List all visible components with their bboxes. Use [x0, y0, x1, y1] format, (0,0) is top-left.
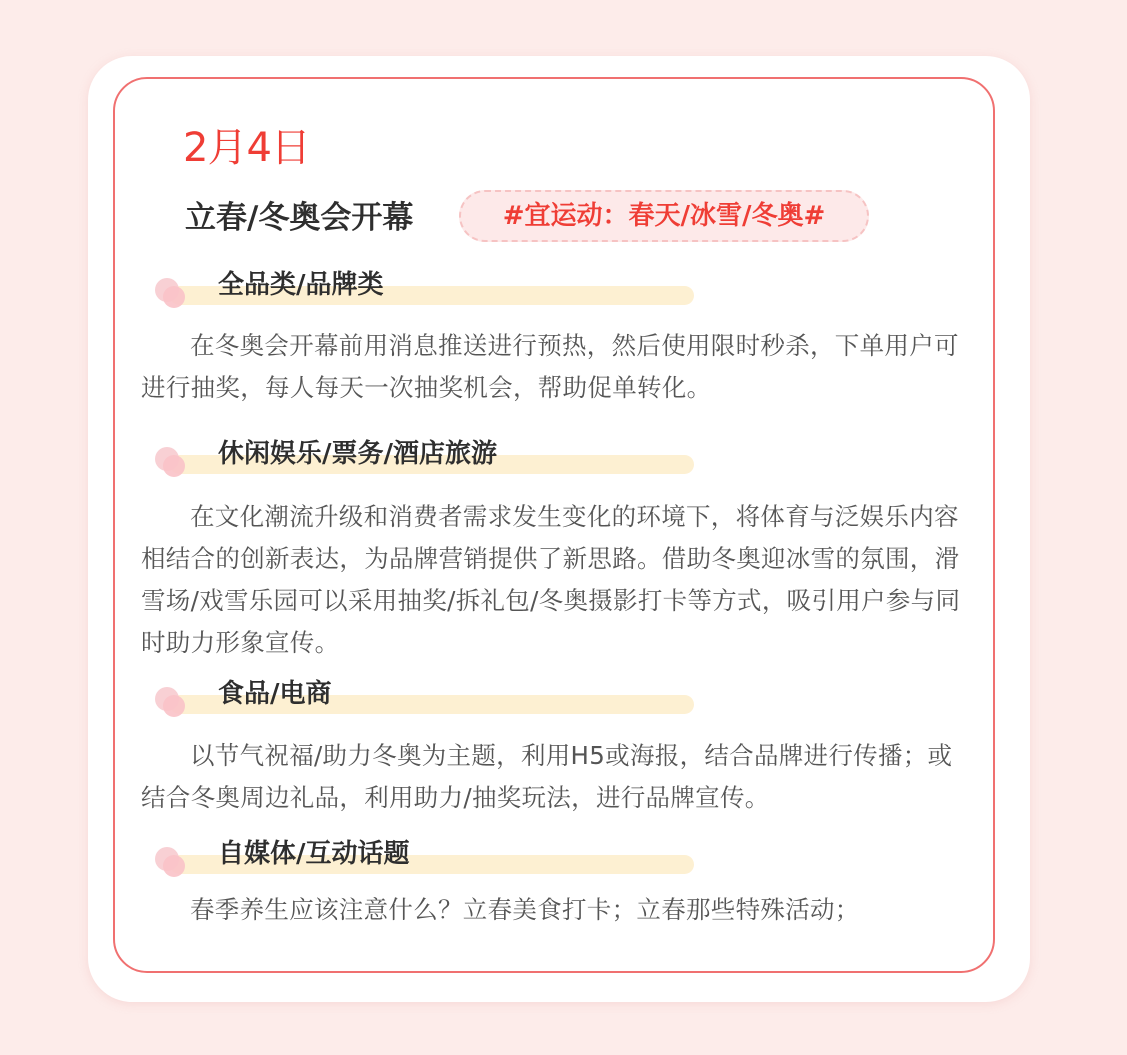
- section-title: 休闲娱乐/票务/酒店旅游: [218, 439, 497, 469]
- date-heading: 2月4日: [183, 125, 310, 171]
- topic-tag: #宜运动：春天/冰雪/冬奥#: [459, 190, 869, 242]
- section-paragraph: 在冬奥会开幕前用消息推送进行预热，然后使用限时秒杀，下单用户可进行抽奖，每人每天一次抽奖机会，帮助促单转化。: [141, 331, 959, 402]
- section-paragraph: 春季养生应该注意什么？立春美食打卡；立春那些特殊活动；: [190, 895, 860, 924]
- event-title: 立春/冬奥会开幕: [185, 200, 414, 236]
- section-title: 全品类/品牌类: [218, 270, 384, 300]
- section-header-leisure: [152, 437, 697, 477]
- section-header-self-media: [152, 837, 697, 877]
- section-title: 食品/电商: [218, 679, 332, 709]
- section-paragraph: 以节气祝福/助力冬奥为主题，利用H5或海报，结合品牌进行传播；或结合冬奥周边礼品，利用助力/抽奖玩法，进行品牌宣传。: [141, 741, 953, 812]
- section-title: 自媒体/互动话题: [218, 839, 410, 869]
- bullet-dot-icon: [163, 286, 185, 308]
- section-header-food-ecommerce: [152, 677, 697, 717]
- bullet-dot-icon: [163, 695, 185, 717]
- section-header-all-categories: [152, 268, 697, 308]
- bullet-dot-icon: [163, 855, 185, 877]
- bullet-dot-icon: [163, 455, 185, 477]
- section-paragraph: 在文化潮流升级和消费者需求发生变化的环境下，将体育与泛娱乐内容相结合的创新表达，为品牌营销提供了新思路。借助冬奥迎冰雪的氛围，滑雪场/戏雪乐园可以采用抽奖/拆礼包/冬奥摄影打卡等方式，吸引用户参与同时助力形象宣传。: [141, 502, 961, 657]
